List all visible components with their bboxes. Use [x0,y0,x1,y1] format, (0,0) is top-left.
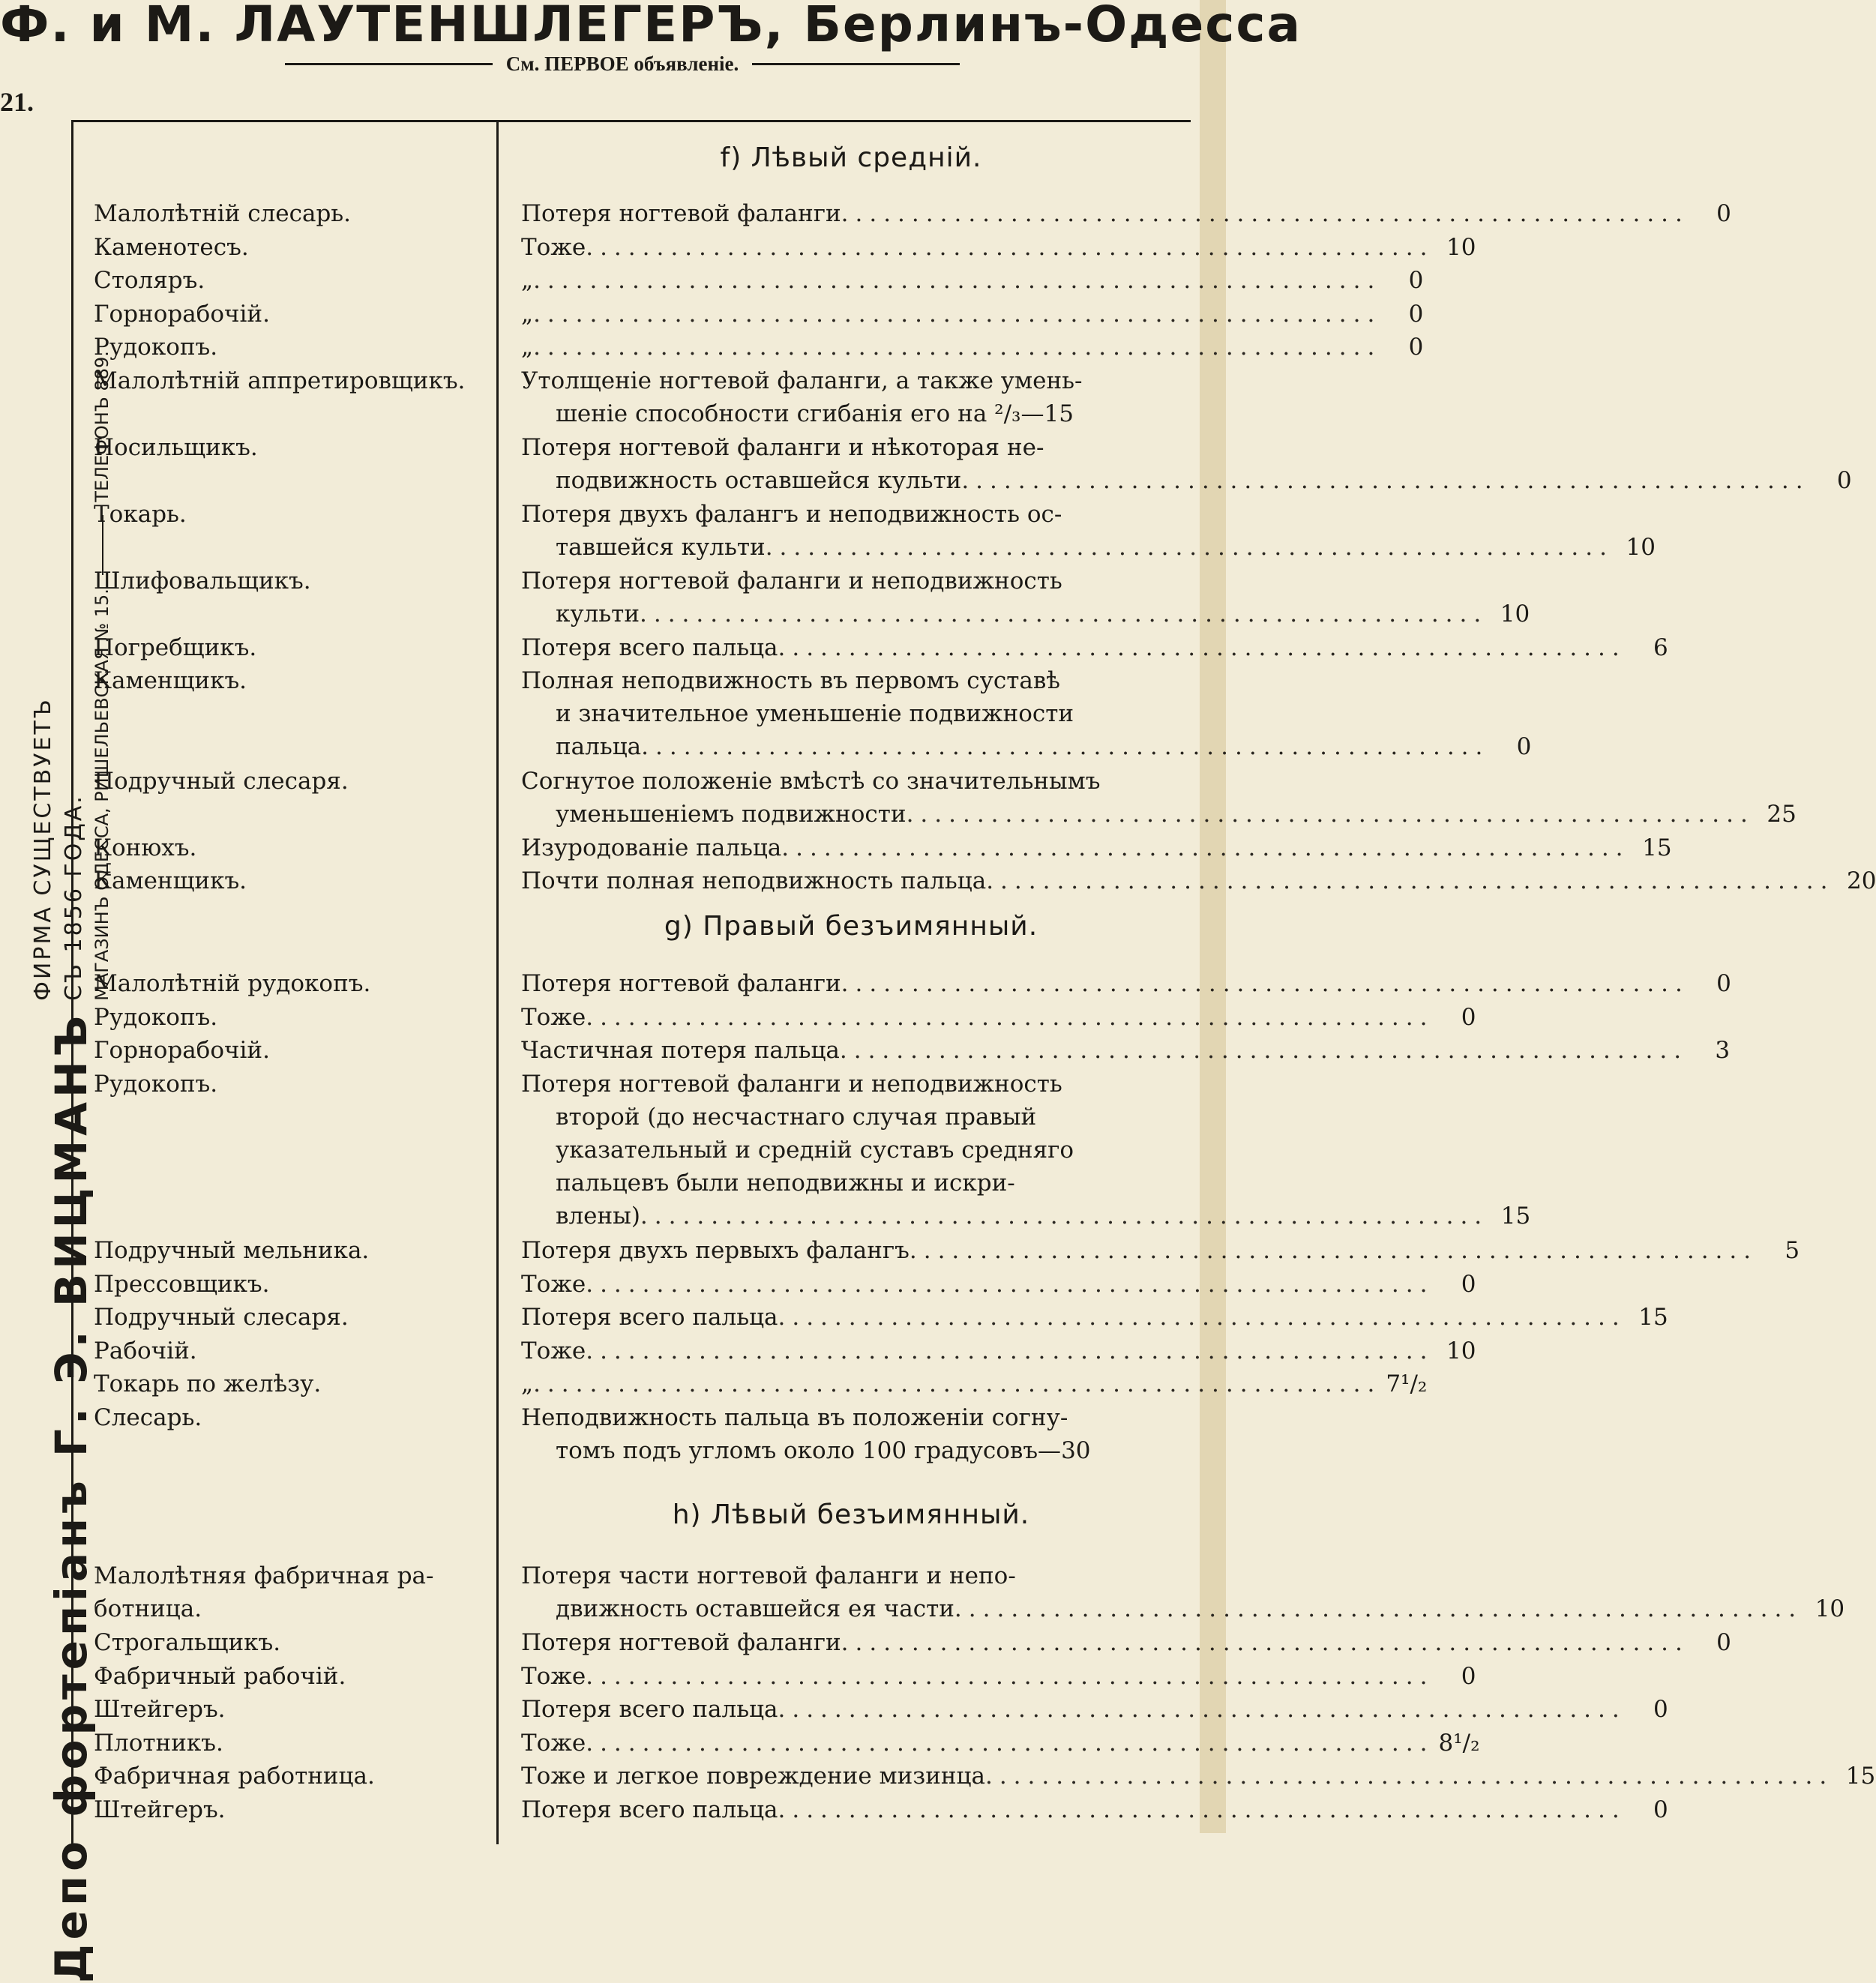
injury-line [521,1334,1476,1367]
occupation-text: Рабочій. [94,1337,197,1364]
leader-dots: ............................................................ [778,634,1626,661]
injury-entry [521,1001,1476,1034]
injury-line [521,1034,1731,1067]
occupation [94,1367,484,1400]
leader-dots: ............................................................ [841,200,1689,227]
leader-dots: ............................................................ [641,733,1490,760]
leader-dots: ............................................................ [841,1629,1689,1656]
injury-text: Потеря всего пальца [521,1696,778,1723]
injury-entry [521,231,1476,264]
occupation [94,565,484,598]
occupation-text: Каменщикъ. [94,667,247,694]
injury-line [521,1626,1731,1659]
injury-text: Тоже [521,1270,586,1298]
injury-line [521,498,1121,531]
injury-text: Потеря ногтевой фаланги и нѣкоторая не- [521,433,1044,461]
injury-line [521,798,1797,831]
occupation [94,831,484,864]
occupation [94,1660,484,1693]
occupation-text: Подручный слесаря. [94,1304,349,1331]
injury-line [521,697,1121,730]
injury-line [521,864,1876,897]
injury-text: движность оставшейся ея части [556,1595,954,1622]
injury-text: Тоже [521,233,586,261]
occupation-text: Конюхъ. [94,834,197,861]
injury-line [521,1101,1121,1134]
occupation [94,498,484,531]
occupation-text: Малолѣтняя фабричная ра- [94,1562,434,1589]
percentage-value: 15 [1638,1304,1668,1331]
occupation [94,1626,484,1659]
leader-dots: ............................................................ [839,1037,1689,1064]
leader-dots: ............................................................ [586,1270,1434,1298]
injury-entry [521,331,1424,364]
percentage-value: 0 [1408,267,1424,294]
occupation-text-cont: ботница. [94,1595,202,1622]
injury-entry [521,765,1797,831]
injury-text: Тоже и легкое повреждение мизинца [521,1763,985,1790]
injury-line [521,730,1532,763]
injury-text: Почти полная неподвижность пальца [521,867,987,894]
occupation [94,664,484,697]
occupation [94,1001,484,1034]
percentage-value: 0 [1461,1270,1476,1298]
injury-text: подвижность оставшейся культи [556,466,962,494]
injury-entry [521,364,1121,430]
occupation [94,431,484,464]
injury-entry [521,1693,1668,1726]
occupation-text: Штейгеръ. [94,1696,226,1723]
leader-dots: ............................................................ [909,1237,1758,1264]
injury-text: второй (до несчастнаго случая правый [556,1103,1037,1131]
occupation [94,364,484,397]
injury-line [521,1592,1845,1625]
injury-text: Тоже [521,1729,586,1757]
injury-entry [521,1401,1121,1467]
injury-text: „ [521,1370,534,1397]
percentage-value: 6 [1653,634,1668,661]
header-subtitle: См. ПЕРВОЕ объявленіе. [505,52,739,75]
leader-dots: ............................................................ [984,1763,1834,1790]
leader-dots: ............................................................ [765,533,1614,561]
injury-entry [521,631,1668,664]
header-rule-right [752,63,960,65]
injury-text: культи [556,600,640,628]
injury-entry [521,1727,1480,1760]
percentage-value: 0 [1408,334,1424,361]
injury-text: Тоже [521,1003,586,1031]
injury-entry [521,1760,1876,1793]
injury-line [521,1068,1121,1101]
injury-line [521,1134,1121,1167]
percentage-value: 25 [1767,800,1797,828]
leader-dots: ............................................................ [781,834,1630,861]
injury-line [521,1401,1121,1434]
occupation-text: Слесарь. [94,1403,202,1431]
leader-dots: ............................................................ [841,970,1689,997]
injury-entry [521,1367,1428,1400]
injury-line [521,765,1121,798]
percentage-value: 20 [1846,867,1876,894]
percentage-value: 10 [1500,600,1530,628]
occupation-text: Штейгеръ. [94,1796,226,1823]
percentage-value: 0 [1836,466,1852,494]
injury-line [521,431,1121,464]
injury-line [521,1200,1531,1233]
percentage-value: 0 [1716,970,1731,997]
injury-line [521,631,1668,664]
percentage-value: 3 [1715,1037,1731,1064]
leader-dots: ............................................................ [640,1202,1489,1230]
injury-line [521,1660,1476,1693]
occupation [94,231,484,264]
injury-text: Неподвижность пальца въ положеніи согну- [521,1403,1068,1431]
section-title: h) Лѣвый безъимянный. [672,1499,1030,1530]
percentage-value: 0 [1716,1629,1731,1656]
injury-entry [521,864,1876,897]
leader-dots: ............................................................ [586,1003,1434,1031]
injury-text: „ [521,334,534,361]
occupation-text: Плотникъ. [94,1729,223,1757]
injury-entry [521,431,1852,497]
leader-dots: ............................................................ [986,867,1835,894]
leader-dots: ............................................................ [533,267,1382,294]
leader-dots: ............................................................ [533,300,1382,328]
injury-line [521,1693,1668,1726]
injury-entry [521,264,1424,297]
injury-entry [521,498,1656,564]
occupation [94,298,484,331]
injury-line [521,1268,1476,1301]
injury-line [521,464,1852,497]
injury-text: Тоже [521,1337,586,1364]
occupation [94,331,484,364]
injury-line [521,298,1424,331]
injury-line [521,831,1672,864]
leader-dots: ............................................................ [906,800,1755,828]
injury-line [521,531,1656,564]
leader-dots: ............................................................ [586,1337,1434,1364]
injury-line [521,1559,1121,1592]
injury-text: уменьшеніемъ подвижности [556,800,907,828]
injury-entry [521,664,1532,763]
header-rule-left [285,63,493,65]
occupation-text: Каменщикъ. [94,867,247,894]
side-ad-since: ФИРМА СУЩЕСТВУЕТЪ [30,697,56,1001]
percentage-value: 15 [1500,1202,1531,1230]
occupation-text: Прессовщикъ. [94,1270,270,1298]
occupation [94,967,484,1000]
occupation-text: Подручный мельника. [94,1237,370,1264]
injury-text: томъ подъ угломъ около 100 градусовъ— [556,1436,1062,1464]
injury-entry [521,565,1530,631]
injury-entry [521,1234,1800,1267]
injury-line [521,664,1121,697]
percentage-value: 0 [1653,1696,1668,1723]
occupation-text: Подручный слесаря. [94,767,349,795]
advertiser-header: Ф. и М. ЛАУТЕНШЛЕГЕРЪ, Берлинъ-Одесса [0,0,1302,53]
leader-dots: ............................................................ [586,1662,1434,1690]
injury-line [521,565,1121,598]
injury-text: Изуродованіе пальца [521,834,782,861]
injury-text: Потеря ногтевой фаланги [521,200,841,227]
header-note [285,52,960,76]
injury-entry [521,1068,1531,1233]
percentage-value: 0 [1461,1003,1476,1031]
injury-text: пальца [556,733,642,760]
leader-dots: ............................................................ [586,1729,1434,1757]
injury-text: и значительное уменьшеніе подвижности [556,700,1074,727]
percentage-value: 0 [1516,733,1532,760]
section-title: f) Лѣвый средній. [720,142,982,173]
injury-line [521,1301,1668,1334]
occupation-text: Токарь по желѣзу. [94,1370,322,1397]
percentage-value: 8¹/₂ [1438,1729,1480,1757]
leader-dots: ............................................................ [533,334,1382,361]
injury-text: Тоже [521,1662,586,1690]
percentage-value: 15 [1642,834,1672,861]
injury-text: Потеря части ногтевой фаланги и непо- [521,1562,1016,1589]
percentage-value: 10 [1626,533,1656,561]
percentage-value: 0 [1716,200,1731,227]
occupation-text: Горнорабочій. [94,1037,270,1064]
percentage-value: 15 [1845,1763,1876,1790]
occupation [94,1334,484,1367]
leader-dots: ............................................................ [778,1796,1626,1823]
injury-line [521,264,1424,297]
injury-line [521,331,1424,364]
injury-text: шеніе способности сгибанія его на ²/₃— [556,400,1044,427]
side-ad-main: Депо фортепіанъ Г. Э. ВИЦМАНЪ [46,1011,97,1983]
side-ad-address: МАГАЗИНЪ ОДЕССА, РИШЕЛЬЕВСКАЯ № 15. [91,589,112,1001]
occupation-text: Погребщикъ. [94,634,257,661]
injury-line [521,967,1731,1000]
leader-dots: ............................................................ [961,466,1810,494]
injury-text: Потеря всего пальца [521,1796,778,1823]
injury-entry [521,1301,1668,1334]
injury-line [521,1727,1480,1760]
side-ad-year: СЪ 1856 ГОДА. [61,794,87,1001]
occupation-text: Фабричный рабочій. [94,1662,346,1690]
occupation-text: Носильщикъ. [94,433,258,461]
injury-entry [521,1626,1731,1659]
leader-dots: ............................................................ [954,1595,1803,1622]
occupation-text: Рудокопъ. [94,1003,218,1031]
occupation-text: Шлифовальщикъ. [94,567,311,595]
column-divider [496,120,499,1844]
injury-line [521,1167,1121,1200]
injury-entry [521,1334,1476,1367]
injury-line [521,197,1731,230]
occupation-text: Рудокопъ. [94,1070,218,1098]
injury-text: Потеря ногтевой фаланги [521,1629,841,1656]
occupation [94,1793,484,1826]
injury-line [521,1001,1476,1034]
injury-text: Потеря двухъ первыхъ фалангъ [521,1237,910,1264]
occupation [94,765,484,798]
percentage-value: 5 [1785,1237,1800,1264]
injury-text: „ [521,267,534,294]
injury-text: Полная неподвижность въ первомъ суставѣ [521,667,1060,694]
page-number: 21. [0,87,34,117]
percentage-value: 30 [1061,1436,1091,1464]
injury-line [521,1434,1121,1467]
occupation [94,197,484,230]
injury-entry [521,197,1731,230]
leader-dots: ............................................................ [778,1696,1626,1723]
occupation-text: Малолѣтній рудокопъ. [94,970,371,997]
occupation [94,1034,484,1067]
injury-text: Потеря ногтевой фаланги [521,970,841,997]
injury-text: Потеря двухъ фалангъ и неподвижность ос- [521,500,1062,528]
injury-text: Частичная потеря пальца [521,1037,840,1064]
injury-entry [521,1793,1668,1826]
occupation [94,1693,484,1726]
injury-line [521,1367,1428,1400]
injury-text: Потеря ногтевой фаланги и неподвижность [521,1070,1062,1098]
leader-dots: ............................................................ [640,600,1488,628]
injury-entry [521,831,1672,864]
leader-dots: ............................................................ [533,1370,1382,1397]
occupation [94,264,484,297]
injury-text: Утолщеніе ногтевой фаланги, а также умень- [521,367,1083,394]
injury-line [521,1234,1800,1267]
injury-line [521,598,1530,631]
injury-entry [521,298,1424,331]
percentage-value: 7¹/₂ [1386,1370,1428,1397]
injury-text: тавшейся культи [556,533,766,561]
section-title: g) Правый безъимянный. [664,911,1038,942]
percentage-value: 0 [1461,1662,1476,1690]
occupation [94,1268,484,1301]
occupation [94,864,484,897]
percentage-value: 10 [1446,233,1476,261]
percentage-value: 15 [1044,400,1074,427]
occupation-text: Малолѣтній слесарь. [94,200,352,227]
injury-line [521,1793,1668,1826]
occupation [94,1301,484,1334]
occupation-text: Токарь. [94,500,187,528]
injury-entry [521,967,1731,1000]
leader-dots: ............................................................ [586,233,1434,261]
injury-text: влены) [556,1202,640,1230]
injury-line [521,231,1476,264]
leader-dots: ............................................................ [778,1304,1626,1331]
injury-text: „ [521,300,534,328]
injury-text: Согнутое положеніе вмѣстѣ со значительнымъ [521,767,1101,795]
injury-text: Потеря ногтевой фаланги и неподвижность [521,567,1062,595]
injury-entry [521,1559,1845,1625]
injury-entry [521,1268,1476,1301]
occupation-text: Фабричная работница. [94,1763,375,1790]
injury-line [521,364,1121,397]
occupation [94,1727,484,1760]
injury-entry [521,1660,1476,1693]
injury-line [521,397,1121,430]
percentage-value: 10 [1446,1337,1476,1364]
occupation-text: Каменотесъ. [94,233,249,261]
side-ad-line1 [30,351,56,1001]
occupation [94,1559,484,1625]
occupation-text: Рудокопъ. [94,334,218,361]
injury-text: Потеря всего пальца [521,634,778,661]
occupation [94,1760,484,1793]
occupation-text: Строгальщикъ. [94,1629,281,1656]
side-ad-phone: ТЕЛЕФОНЪ 889. [91,351,112,502]
occupation [94,1401,484,1434]
percentage-value: 0 [1653,1796,1668,1823]
occupation [94,1068,484,1101]
percentage-value: 10 [1815,1595,1845,1622]
injury-text: пальцевъ были неподвижны и искри- [556,1169,1015,1197]
occupation-text: Горнорабочій. [94,300,270,328]
injury-entry [521,1034,1731,1067]
injury-text: Потеря всего пальца [521,1304,778,1331]
occupation-text: Столяръ. [94,267,205,294]
injury-line [521,1760,1876,1793]
occupation-text: Малолѣтній аппретировщикъ. [94,367,466,394]
occupation [94,1234,484,1267]
injury-text: указательный и средній суставъ средняго [556,1136,1074,1164]
occupation [94,631,484,664]
percentage-value: 0 [1408,300,1424,328]
